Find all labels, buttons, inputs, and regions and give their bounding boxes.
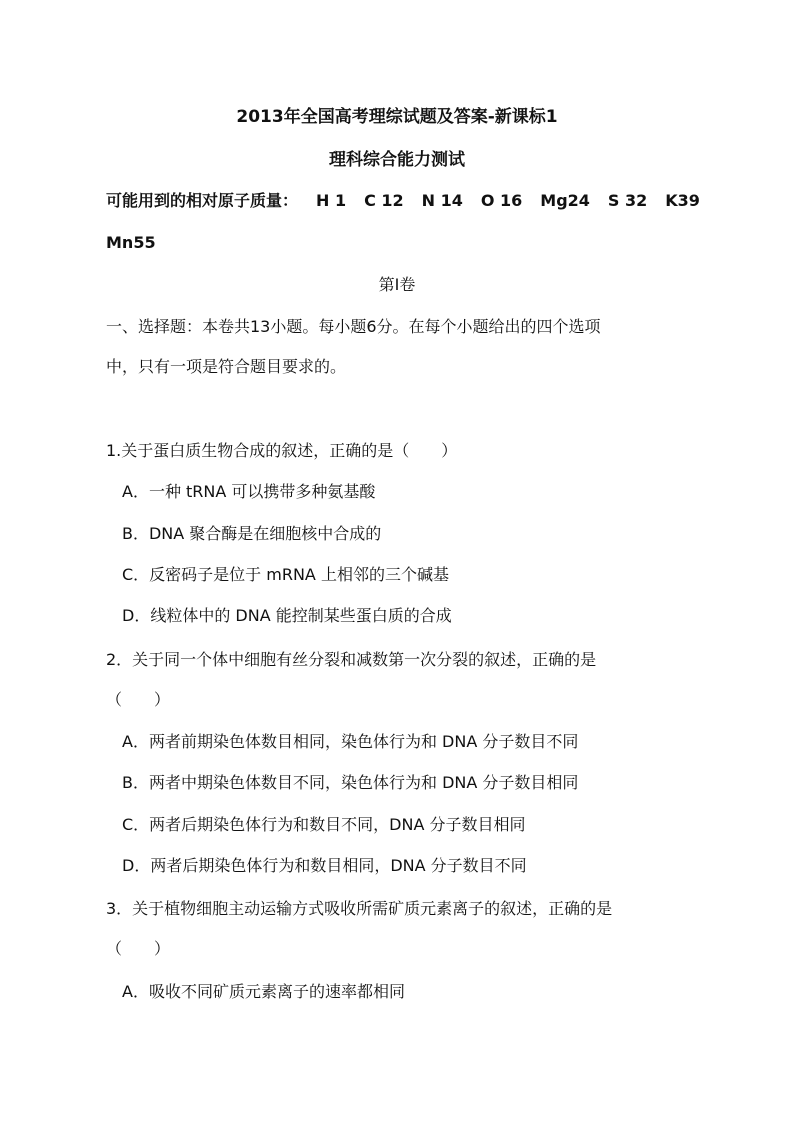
question-1-option-c[interactable]: C．反密码子是位于 mRNA 上相邻的三个碱基 bbox=[122, 565, 449, 584]
question-2-option-c[interactable]: C．两者后期染色体行为和数目不同，DNA 分子数目相同 bbox=[122, 815, 526, 834]
atomic-masses-label: 可能用到的相对原子质量： bbox=[106, 191, 299, 210]
question-1-stem: 1.关于蛋白质生物合成的叙述，正确的是（ ） bbox=[106, 441, 458, 460]
question-3-option-a[interactable]: A．吸收不同矿质元素离子的速率都相同 bbox=[122, 982, 405, 1001]
mass-item-n: N 14 bbox=[421, 191, 463, 210]
question-3-stem-cont: （ ） bbox=[106, 939, 171, 958]
question-3-stem: 3．关于植物细胞主动运输方式吸收所需矿质元素离子的叙述，正确的是 bbox=[106, 899, 613, 918]
page-title: 2013年全国高考理综试题及答案-新课标1 bbox=[236, 107, 558, 127]
question-2-option-b[interactable]: B．两者中期染色体数目不同，染色体行为和 DNA 分子数目相同 bbox=[122, 773, 579, 792]
instructions-line-2: 中，只有一项是符合题目要求的。 bbox=[106, 357, 347, 376]
question-2-stem: 2．关于同一个体中细胞有丝分裂和减数第一次分裂的叙述，正确的是 bbox=[106, 650, 597, 669]
mass-item-h: H 1 bbox=[316, 191, 347, 210]
question-2-stem-cont: （ ） bbox=[106, 690, 171, 709]
mass-item-k: K39 bbox=[665, 191, 700, 210]
mass-item-o: O 16 bbox=[480, 191, 523, 210]
mass-item-mg: Mg24 bbox=[540, 191, 590, 210]
question-2-option-d[interactable]: D．两者后期染色体行为和数目相同，DNA 分子数目不同 bbox=[122, 856, 527, 875]
question-1-option-d[interactable]: D．线粒体中的 DNA 能控制某些蛋白质的合成 bbox=[122, 606, 452, 625]
volume-heading: 第Ⅰ卷 bbox=[378, 275, 416, 294]
page-subtitle: 理科综合能力测试 bbox=[329, 150, 465, 170]
question-1-option-a[interactable]: A．一种 tRNA 可以携带多种氨基酸 bbox=[122, 482, 376, 501]
instructions-line-1: 一、选择题：本卷共13小题。每小题6分。在每个小题给出的四个选项 bbox=[106, 317, 601, 336]
mass-item-c: C 12 bbox=[364, 191, 404, 210]
question-2-option-a[interactable]: A．两者前期染色体数目相同，染色体行为和 DNA 分子数目不同 bbox=[122, 732, 579, 751]
mass-item-s: S 32 bbox=[607, 191, 648, 210]
mass-item-mn: Mn55 bbox=[106, 233, 156, 252]
question-1-option-b[interactable]: B．DNA 聚合酶是在细胞核中合成的 bbox=[122, 524, 382, 543]
atomic-masses-row bbox=[106, 191, 700, 211]
